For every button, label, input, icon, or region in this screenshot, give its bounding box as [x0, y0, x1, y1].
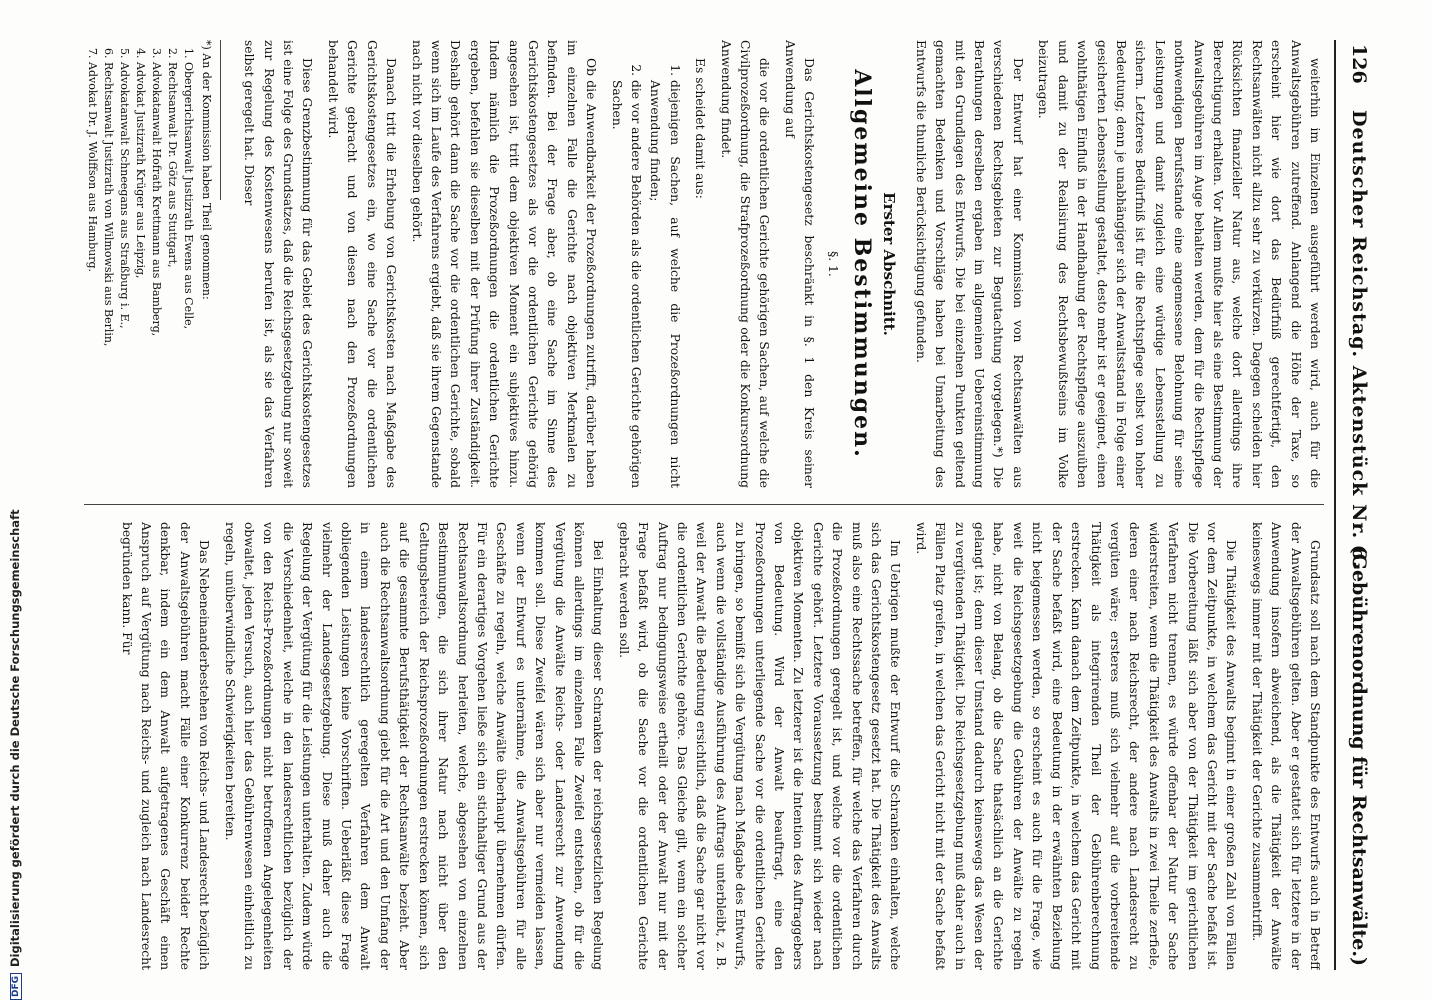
- section-title: Allgemeine Bestimmungen.: [849, 69, 876, 459]
- list-item: 2. Rechtsanwalt Dr. Götz aus Stuttgart,: [164, 62, 180, 488]
- right-column: [64, 522, 1324, 970]
- list-item: 3. Advokatanwalt Hofrath Krettmann aus Bamberg,: [148, 62, 164, 488]
- paragraph: Grundsatz soll nach dem Standpunkte des Entwurfs auch in Betreff der Anwaltsgebühren gelten. Aber er gestattet sich für letztere in der Anwendung insofern abweichend, als die Thätigkeit der Anwälte keineswegs immer mit der Thätigkeit der Gerichte zusammentrifft.: [1249, 522, 1322, 970]
- list-item: 4. Advokat Justizrath Krüger aus Leipzig,: [132, 62, 148, 488]
- paragraph: weiterhin im Einzelnen ausgeführt werden wird, auch für die Anwaltsgebühren zutreffend. Anlangend die Höhe der Taxe, so erscheint hier wie dort das Bedürfniß gerechtfertigt, den Rechtsanwälten nicht allzu sehr zu verkürzen. Dagegen scheiden hier Rücksichten finanzieller Natur aus, welche dort allerdings ihre Berechtigung erhalten. Vor Allem mußte hier als eine Bestimmung der Anwaltsgebühren im Auge behalten werden, dem für die Rechtspflege nothwendigen Berufsstande eine angemessene Belohnung für seine Leistungen und damit zugleich eine würdige Lebensstellung zu sichern. Letzteres Bedürfniß ist für die Rechtspflege selbst von hoher Bedeutung; denn je unabhängiger sich der Anwaltsstand in Folge einer gesicherten Lebensstellung gestaltet, desto mehr ist er geeignet, einen wohlthätigen Einfluß in der Handhabung der Rechtspflege auszuüben und damit zu der Realisirung des Rechtsbewußtseins im Volke beizutragen.: [1036, 40, 1322, 488]
- paragraph: Das Nebeneinanderbestehen von Reichs- und Landesrecht bezüglich der Anwaltsgebühren macht Fälle einer Konkurrenz beider Rechte denkbar, indem ein dem Anwalt aufgetragenes Geschäft einen Anspruch auf Vergütung nach Reichs- und zugleich nach Landesrecht begründen kann. Für: [119, 522, 212, 970]
- header-title: Deutscher Reichstag. Aktenstück Nr. 6.: [1348, 110, 1370, 569]
- list-item: 1. Obergerichtsanwalt Justizrath Ewens aus Celle,: [180, 62, 196, 488]
- list-item: 7. Advokat Dr. J. Wolffson aus Hamburg.: [84, 62, 100, 488]
- paragraph: die vor die ordentlichen Gerichte gehörigen Sachen, auf welche die Civilprozeßordnung, die Strafprozeßordnung oder die Konkursordnung Anwendung findet.: [718, 40, 772, 488]
- left-column: [64, 40, 1324, 488]
- section-heading: Erster Abschnitt.: [880, 192, 899, 336]
- dfg-logo: DFG: [10, 973, 22, 1000]
- footnote-intro: *) An der Kommission haben Theil genommen:: [199, 40, 213, 300]
- paragraph: Es scheidet damit aus:: [693, 58, 708, 199]
- footnote: [84, 40, 214, 488]
- document-body: [50, 40, 1380, 970]
- list-item: 1. diejenigen Sachen, auf welche die Prozeßordnungen nicht Anwendung finden;: [645, 80, 684, 488]
- list-item: 6. Rechtsanwalt Justizrath von Wilmowski aus Berlin,: [100, 62, 116, 488]
- paragraph: Bei Einhaltung dieser Schranken der reichsgesetzlichen Regelung können allerdings im einzelnen Falle Zweifel entstehen, ob für die Vergütung die Anwälte Reichs- oder Landesrecht zur Anwendung kommen soll. Diese Zweifel wären sich aber nur vermeiden lassen, wenn der Entwurf es unternähme, die Anwaltsgebühren für alle Geschäfte zu regeln, welche Anwälte überhaupt übernehmen dürfen. Für ein derartiges Vorgehen ließe sich ein stichhaltiger Grund aus der Rechtsanwaltsordnung herleiten, welche, abgesehen von einzelnen Bestimmungen, die sich ihrer Natur nach nicht über den Geltungsbereich der Reichsprozeßordnungen erstrecken können, sich auf die gesammte Berufsthätigkeit der Rechtsanwälte bezieht. Aber auch die Rechtsanwaltsordnung giebt für die Art und den Umfang der in einem landesrechtlich geregelten Verfahren dem Anwalt obliegenden Leistungen keine Vorschriften. Ueberläßt diese Frage vielmehr der Landesgesetzgebung. Diese muß daher auch die Regelung der Vergütung für die Leistungen unterhalten. Zudem würde die Verschiedenheit, welche in den landesrechtlichen bezüglich der von den Reichs-Prozeßordnungen nicht betroffenen Angelegenheiten obwaltet, jeden Versuch, auch hier das Gebührenwesen einheitlich zu regeln, unüberwindliche Schwierigkeiten bereiten.: [222, 522, 606, 970]
- credit-text: Digitalisierung gefördert durch die Deutsche Forschungsgemeinschaft: [8, 509, 22, 967]
- footnote-divider: [220, 40, 221, 200]
- commission-members: [84, 62, 196, 488]
- paragraph: Danach tritt die Erhebung von Gerichtskosten nach Maßgabe des Gerichtskostengesetzes ein, wo eine Sache vor die ordentlichen Gerichte gebracht und von diesen nach den Prozeßordnungen behandelt wird.: [325, 40, 399, 488]
- exclusion-list: [606, 80, 684, 488]
- paragraph: Der Entwurf hat einer Kommission von Rechtsanwälten aus verschiedenen Rechtsgebieten zur Begutachtung vorgelegen.*) Die Berathungen derselben ergaben im allgemeinen Uebereinstimmung mit den Grundlagen des Entwurfs. Die bei einzelnen Punkten geltend gemachten Bedenken und Vorschläge haben bei Umarbeitung des Entwurfs die thunliche Berücksichtigung gefunden.: [913, 40, 1025, 488]
- running-header: [1334, 40, 1380, 970]
- list-item: 2. die vor andere Behörden als die ordentlichen Gerichte gehörigen Sachen.: [606, 80, 645, 488]
- list-item: 5. Advokatanwalt Schneegans aus Straßburg i. E.,: [116, 62, 132, 488]
- paragraph: Diese Grenzbestimmung für das Gebiet des Gerichtskostengesetzes ist eine Folge des Grundsatzes, daß die Reichsgesetzgebung nur soweit zur Regelung des Kostenwesens berufen ist, als sie das Verfahren selbst geregelt hat. Dieser: [242, 40, 315, 488]
- column-divider: [84, 504, 1324, 505]
- header-subject: (Gebührenordnung für Rechtsanwälte.): [1348, 544, 1370, 966]
- paragraph: Ob die Anwendbarkeit der Prozeßordnungen zutrifft, darüber haben im einzelnen Falle die Gerichte nach objektiven Merkmalen zu befinden. Bei der Frage aber, ob eine Sache im Sinne des Gerichtskostengesetzes als vor die ordentlichen Gerichte gehörig angesehen ist, tritt dem objektiven Moment ein subjektives hinzu. Indem nämlich die Prozeßordnungen die ordentlichen Gerichte ergeben, befehlen sie dieselben mit der Prüfung ihrer Zuständigkeit. Deshalb gehört dann die Sache vor die ordentlichen Gerichte, sobald wenn sich im Laufe des Verfahrens ergiebt, daß sie ihrem Gegenstande nach nicht vor dieselben gehört.: [409, 40, 599, 488]
- paragraph-number: §. 1.: [825, 251, 840, 277]
- digitization-credit: [8, 20, 28, 1000]
- paragraph: Im Uebrigen mußte der Entwurf die Schranken einhalten, welche sich das Gerichtskostengesetz gesetzt hat. Die Thätigkeit des Anwalts muß also eine Rechtssache betreffen, für welche das Verfahren durch die Prozeßordnungen geregelt ist, und welche vor die ordentlichen Gerichte gehört. Letztere Voraussetzung bestimmt sich wieder nach objektiven Momenten. Zu letzterer ist die Intention des Auftraggebers von Bedeutung. Wird der Anwalt beauftragt, eine den Prozeßordnungen unterliegende Sache vor die ordentlichen Gerichte zu bringen, so bemißt sich die Vergütung nach Maßgabe des Entwurfs, auch wenn die vollständige Ausführung des Auftrags unterbleibt, z. B. weil der Anwalt die Bedeutung ersichtlich, daß die Sache gar nicht vor die ordentlichen Gerichte gehöre. Das Gleiche gilt, wenn ein solcher Auftrag nur bedingungsweise ertheilt oder der Anwalt nur mit der Frage befaßt wird, ob die Sache vor die ordentlichen Gerichte gebracht werden soll.: [616, 522, 903, 970]
- paragraph: Die Thätigkeit des Anwalts beginnt in einer großen Zahl von Fällen vor dem Zeitpunkte, in welchem das Gericht mit der Sache befaßt ist. Die Vorbereitung läßt sich aber von der Thätigkeit im gerichtlichen Verfahren nicht trennen, es würde offenbar der Natur der Sache widerstreiten, wenn die Thätigkeit des Anwalts in zwei Theile zerfiele, deren einer nach Reichsrecht, der andere nach Landesrecht zu vergüten wäre; ersteres muß sich vielmehr auf die vorbereitende Thätigkeit als integrirenden Theil der Gebührenberechnung erstrecken. Kann danach dem Zeitpunkte, in welchem das Gericht mit der Sache befaßt wird, eine Bedeutung in der erwähnten Beziehung nicht beigemessen werden, so erscheint es auch für die Frage, wie weit die Reichsgesetzgebung die Gebühren der Anwälte zu regeln habe, nicht von Belang, ob die Sache thatsächlich an die Gerichte gelangt ist; denn dieser Umstand dadurch keineswegs das Wesen der zu vergütenden Thätigkeit. Die Reichsgesetzgebung muß daher auch in Fällen Platz greifen, in welchen das Gericht nicht mit der Sache befaßt wird.: [913, 522, 1239, 970]
- page-number: 126: [1348, 44, 1370, 84]
- paragraph: Das Gerichtskostengesetz beschränkt in §. 1 den Kreis seiner Anwendung auf: [782, 40, 817, 488]
